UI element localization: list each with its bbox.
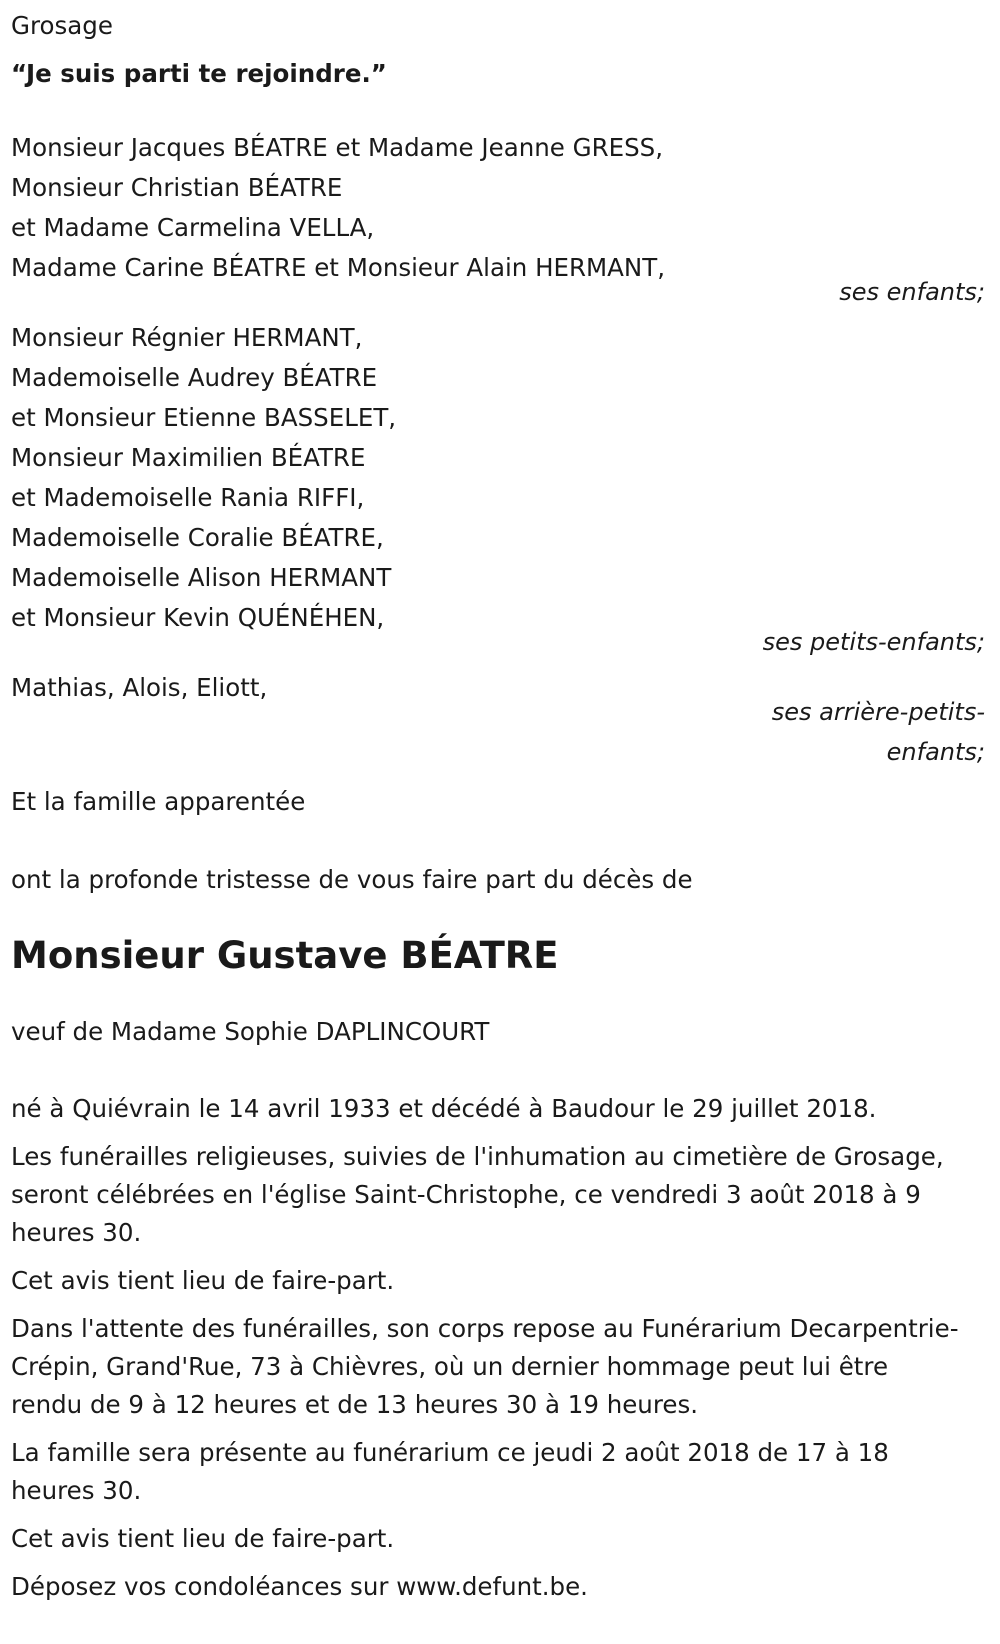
grandchildren-line: et Monsieur Etienne BASSELET,: [11, 403, 397, 432]
widow-note: veuf de Madame Sophie DAPLINCOURT: [11, 1017, 490, 1046]
children-group: [11, 128, 991, 312]
great-grandchildren-line: Mathias, Alois, Eliott,: [11, 673, 268, 702]
great-grandchildren-role: ses arrière-petits-enfants;: [771, 698, 985, 766]
grandchildren-line: Monsieur Maximilien BÉATRE: [11, 443, 366, 472]
grandchildren-line: et Mademoiselle Rania RIFFI,: [11, 483, 365, 512]
epitaph-quote: “Je suis parti te rejoindre.”: [11, 59, 387, 88]
notice-paragraph: Cet avis tient lieu de faire-part.: [11, 1524, 395, 1553]
children-role: ses enfants;: [839, 278, 985, 306]
obituary-notice: [11, 6, 991, 1616]
children-line: Madame Carine BÉATRE et Monsieur Alain HERMANT,: [11, 253, 665, 282]
children-line: et Madame Carmelina VELLA,: [11, 213, 375, 242]
children-line: Monsieur Jacques BÉATRE et Madame Jeanne GRESS,: [11, 133, 664, 162]
extended-family: Et la famille apparentée: [11, 787, 306, 816]
grandchildren-line: Monsieur Régnier HERMANT,: [11, 323, 363, 352]
condolences-paragraph: Déposez vos condoléances sur www.defunt.be.: [11, 1572, 588, 1601]
grandchildren-line: Mademoiselle Alison HERMANT: [11, 563, 392, 592]
grandchildren-group: [11, 318, 991, 662]
children-line: Monsieur Christian BÉATRE: [11, 173, 343, 202]
funerarium-paragraph: Dans l'attente des funérailles, son corps repose au Funérarium Decarpentrie-Crépin, Grand'Rue, 73 à Chièvres, où un dernier hommage peut lui être rendu de 9 à 12 heures et de 13 heures 30 à 19 heures.: [11, 1314, 959, 1419]
notice-paragraph: Cet avis tient lieu de faire-part.: [11, 1266, 395, 1295]
grandchildren-role: ses petits-enfants;: [762, 628, 985, 656]
place-name: Grosage: [11, 11, 113, 40]
deceased-name: Monsieur Gustave BÉATRE: [11, 934, 559, 977]
great-grandchildren-group: [11, 668, 991, 772]
birth-death-paragraph: né à Quiévrain le 14 avril 1933 et décédé à Baudour le 29 juillet 2018.: [11, 1094, 877, 1123]
grandchildren-line: Mademoiselle Audrey BÉATRE: [11, 363, 378, 392]
funeral-paragraph: Les funérailles religieuses, suivies de l'inhumation au cimetière de Grosage, seront célébrées en l'église Saint-Christophe, ce vendredi 3 août 2018 à 9 heures 30.: [11, 1142, 944, 1247]
family-presence-paragraph: La famille sera présente au funérarium ce jeudi 2 août 2018 de 17 à 18 heures 30.: [11, 1438, 889, 1505]
announcement-intro: ont la profonde tristesse de vous faire part du décès de: [11, 865, 693, 894]
grandchildren-line: et Monsieur Kevin QUÉNÉHEN,: [11, 603, 385, 632]
grandchildren-line: Mademoiselle Coralie BÉATRE,: [11, 523, 384, 552]
